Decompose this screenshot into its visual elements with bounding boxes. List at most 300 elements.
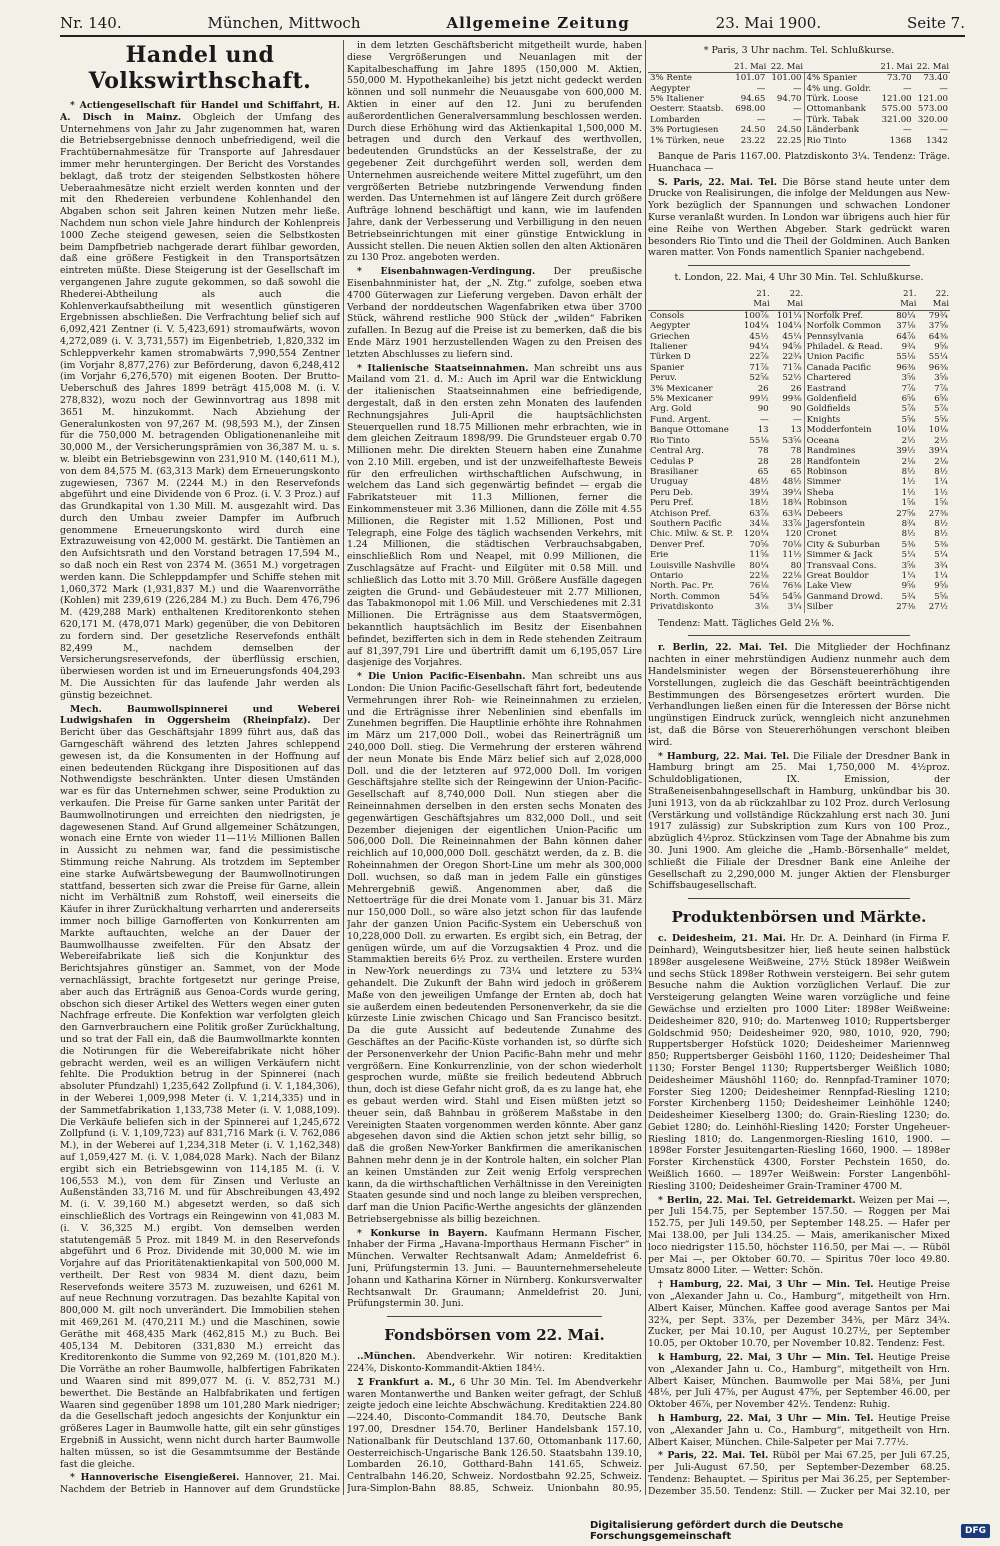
table-cell: 94¼ xyxy=(749,342,769,353)
article-text: Heutige Preise von „Alexander Jahn u. Co., Hamburg“, mitgetheilt von Hrn. Albert Kaiser, München. Chile-Salpeter per Mai 7.77½. xyxy=(648,1413,950,1448)
table-cell: 1½ xyxy=(934,487,948,498)
table-cell: Oceana xyxy=(804,436,885,446)
table-cell: 3⅛ xyxy=(754,602,769,613)
table-cell: 2½ xyxy=(901,435,916,446)
paris-report xyxy=(648,177,950,260)
table-row xyxy=(648,561,950,571)
footer-text: Digitalisierung gefördert durch die Deutsche Forschungsgemeinschaft xyxy=(590,1520,844,1542)
table-cell: 63¾ xyxy=(782,508,802,519)
table-cell: 37⅛ xyxy=(896,321,916,332)
table-cell: 78 xyxy=(757,446,769,457)
table-cell: 2⅛ xyxy=(901,456,916,467)
table-cell: 18¾ xyxy=(782,498,802,509)
article-lead: * Paris, 22. Mai. Tel. xyxy=(658,1450,769,1462)
table-cell: 37⅝ xyxy=(928,321,948,332)
place-day: München, Mittwoch xyxy=(207,14,361,32)
table-cell: 48½ xyxy=(782,477,802,488)
table-cell: 79¾ xyxy=(928,310,948,321)
table-row xyxy=(648,467,950,477)
table-cell: Cronet xyxy=(804,529,885,539)
article-text: Kaufmann Hermann Fischer, Inhaber der Firma „Havana-Importhaus Hermann Fischer“ in München. Verwalter Rechtsanwalt Adam; Anmeldefrist 6. Juni, Prüfungstermin 13. Juni. — Bauunternehmerseheleute Johann und Katharina Körner in Nürnberg. Konkursverwalter Rechtsanwalt Dr. Graumann; Anmeldefrist 20. Juni, Prüfungstermin 30. Juni. xyxy=(347,1227,642,1310)
col2-fonds xyxy=(347,1351,642,1495)
issue-date: 23. Mai 1900. xyxy=(715,14,822,32)
table-cell: 7⅞ xyxy=(934,383,948,394)
table-cell: 1368 xyxy=(889,135,912,146)
table-cell: 22¾ xyxy=(782,352,802,363)
table-cell: 3⅝ xyxy=(901,373,916,384)
article xyxy=(347,1228,642,1311)
table-cell: 71⅞ xyxy=(749,362,769,373)
article xyxy=(648,933,950,1193)
table-cell: — xyxy=(903,83,912,94)
table-cell: Simmer & Jack xyxy=(804,550,885,560)
table-cell: Banque Ottomane xyxy=(650,425,729,436)
table-row xyxy=(648,373,950,383)
article-text: Weizen per Mai —, per Juli 154.75, per September 157.50. — Roggen per Mai 152.75, per Juli 149.50, per September 148.25. — Hafer per Mai 138.00, per Juli 134.25. — Mais, amerikanischer Mixed loco niedrigster 115.50, höchster 116.50, per Mai —. — Rüböl per Mai —, per Oktober 60.70. — Spiritus 70er loco 49.80. Umsatz 8000 Liter. — Wetter: Schön. xyxy=(648,1194,950,1277)
table-row xyxy=(648,321,950,331)
article-lead: * Die Union Pacific-Eisenbahn. xyxy=(357,671,526,683)
table-cell: — xyxy=(939,83,948,94)
table-row xyxy=(648,94,950,104)
table-row xyxy=(648,332,950,342)
article xyxy=(347,1351,642,1375)
table-cell: Goldenfield xyxy=(804,394,885,404)
table-header-cell xyxy=(804,60,877,73)
table-cell: 13 xyxy=(790,425,802,436)
table-cell: Fund. Argent. xyxy=(650,414,711,425)
table-cell: 7⅞ xyxy=(901,383,916,394)
table-cell: Oesterr. Staatsb. xyxy=(650,104,724,115)
table-cell: 90 xyxy=(790,404,802,415)
table-cell: 13 xyxy=(757,425,769,436)
table-cell: 1¼ xyxy=(934,570,948,581)
article-lead: * Actiengesellschaft für Handel und Schiffahrt, H. A. Disch in Mainz. xyxy=(60,100,340,123)
table-cell: — xyxy=(756,114,766,125)
table-cell: 121.00 xyxy=(881,94,912,105)
table-header-cell: 21. Mai xyxy=(731,60,767,73)
table-cell: 3% Rente xyxy=(650,73,692,84)
berlin-report xyxy=(648,642,950,748)
divider xyxy=(688,898,910,899)
table-cell: 3¾ xyxy=(934,560,948,571)
table-cell: 5⅜ xyxy=(934,539,948,550)
article xyxy=(648,1279,950,1350)
table-cell: 26 xyxy=(790,383,802,394)
article-text: Abendverkehr. Wir notiren: Kreditaktien 224⅞, Diskonto-Kommandit-Aktien 184½. xyxy=(347,1351,642,1375)
article xyxy=(60,704,340,1471)
table-cell: 78 xyxy=(790,446,802,457)
table-cell: 1⅝ xyxy=(901,498,916,509)
table-cell: Sheba xyxy=(804,488,885,498)
table-cell: Denver Pref. xyxy=(650,539,705,550)
table-cell: Rio Tinto xyxy=(804,136,877,146)
table-cell: 11⅝ xyxy=(749,550,769,561)
article xyxy=(648,1450,950,1495)
table-row xyxy=(648,509,950,519)
table-row xyxy=(648,310,950,321)
table-cell: 80¼ xyxy=(896,310,916,321)
table-cell: 64⅞ xyxy=(896,331,916,342)
table-cell: 3⅝ xyxy=(901,560,916,571)
table-cell: Knights xyxy=(804,415,885,425)
article-text: Die Filiale der Dresdner Bank in Hamburg bringt am 25. Mai 1,750,000 M. 4½proz. Schuldobligationen, IX. Emission, der Straßeneisenbahngesellschaft in Hamburg, unkündbar bis 30. Juni 1913, von da ab rückzahlbar zu 102 Proz. durch Verlosung (Verstärkung und vollständige Rückzahlung erst nach 30. Juni 1917 zulässig) zur Subskription zum Kurs von 100 Proz., abzüglich 4½proz. Stückzinsen vom Tage der Abnahme bis zum 30. Juni 1900. Am gleiche die „Hamb.-Börsenhalle“ meldet, schließt die Filiale der Dresdner Bank eine Anleihe der Gesellschaft zu 2,290,000 M. junger Aktien der Flensburger Schiffsbaugesellschaft. xyxy=(648,750,950,892)
table-cell: Union Pacific xyxy=(804,352,885,362)
table-cell: North. Pac. Pr. xyxy=(650,581,714,592)
table-cell: Peru Deb. xyxy=(650,487,694,498)
table-cell: 101¼ xyxy=(776,310,802,321)
column-rule xyxy=(645,40,646,1495)
table-cell: 54⅝ xyxy=(749,591,769,602)
table-cell: 39¼ xyxy=(782,487,802,498)
table-cell: 52⅝ xyxy=(749,373,769,384)
article-lead: r. Berlin, 22. Mai. Tel. xyxy=(658,642,788,654)
table-cell: Länderbank xyxy=(804,125,877,135)
article-lead: h Hamburg, 22. Mai, 3 Uhr — Min. Tel. xyxy=(658,1413,874,1425)
table-cell: Atchison Pref. xyxy=(650,508,712,519)
table-cell: North. Common xyxy=(650,591,721,602)
table-cell: 573.00 xyxy=(917,104,948,115)
article-lead: * Hannoverische Eisengießerei. xyxy=(70,1472,240,1484)
table-row xyxy=(648,73,950,84)
table-cell: Randfontein xyxy=(804,457,885,467)
table-row xyxy=(648,104,950,114)
table-row xyxy=(648,592,950,602)
table-row xyxy=(648,519,950,529)
table-cell: Rio Tinto xyxy=(650,435,690,446)
table-cell: 3% Portugiesen xyxy=(650,125,719,136)
table-cell: — xyxy=(792,104,802,115)
article xyxy=(648,1352,950,1411)
article-text: Hr. Dr. A. Deinhard (in Firma F. Deinhard), Weingutsbesitzer hier, ließ heute seinen halbstück 1898er ausgelesene Weißweine, 27½ Stück 1898er Weißwein und sechs Stück 1898er Rothwein versteigern. Bei sehr gutem Besuche nahm die Auktion vorzüglichen Verlauf. Die zur Versteigerung gelangten Weine waren vorzügliche und feine Gewächse und erzielten pro 1000 Liter: 1898er Weißweine: Deidesheimer 820, 910; do. Martenweg 1010; Ruppertsberger Goldschmid 950; Deidesheimer 920, 980, 1010, 920, 790; Ruppertsberger Hofstück 1020; Deidesheimer Mariennweg 850; Ruppertsberger Geisböhl 1160, 1120; Deidesheimer Thal 1130; Forster Bengel 1130; Ruppertsberger Weißlich 1080; Deidesheimer Mäushöhl 1160; do. Rennpfad-Traminer 1070; Forster Sieg 1200; Deidesheimer Rennpfad-Riesling 1210; Forster Kirchenberg 1150; Deidesheimer Leinhöhle 1240; Deidesheimer Kieselberg 1300; do. Grain-Riesling 1230; do. Gebiet 1280; do. Leinhöhl-Riesling 1420; Forster Ungeheuer-Riesling 1810; do. Langenmorgen-Riesling 1610, 1900. — 1898er Forster Jesuitengarten-Riesling 1660, 1900. — 1898er Forster Kirchenstück 4300, Forster Pechstein 1650, do. Weißlich 1660. — 1897er Weißwein: Forster Langenböhl-Riesling 3100; Deidesheimer Grain-Traminer 4700 M. xyxy=(648,933,950,1192)
table-cell: 63⅞ xyxy=(749,508,769,519)
table-cell: 28 xyxy=(790,456,802,467)
table-cell: 39¼ xyxy=(928,446,948,457)
table-cell: 5⅜ xyxy=(901,539,916,550)
table-row xyxy=(648,436,950,446)
table-cell: Philadel. & Read. xyxy=(804,342,885,352)
table-cell: 23.22 xyxy=(740,135,766,146)
section-title-produkten: Produktenbörsen und Märkte. xyxy=(671,908,927,927)
column-3 xyxy=(648,40,950,1495)
paris-kurse-title: * Paris, 3 Uhr nachm. Tel. Schlußkurse. xyxy=(703,45,895,56)
article-lead: c. Deidesheim, 21. Mai. xyxy=(658,933,786,945)
table-cell: Aegypter xyxy=(650,83,690,94)
col1-articles xyxy=(60,100,340,1495)
table-row xyxy=(648,477,950,487)
table-row xyxy=(648,498,950,508)
table-cell: Türk. Tabak xyxy=(804,115,877,125)
article-lead: k Hamburg, 22. Mai, 3 Uhr — Min. Tel. xyxy=(658,1352,874,1364)
table-cell: 80 xyxy=(790,560,802,571)
table-row xyxy=(648,415,950,425)
table-cell: 101.00 xyxy=(771,73,802,84)
table-cell: 73.70 xyxy=(887,73,912,84)
table-cell: 8½ xyxy=(934,518,948,529)
table-row xyxy=(648,540,950,550)
table-cell: Louisville Nashville xyxy=(650,560,736,571)
table-cell: Robinson xyxy=(804,467,885,477)
table-cell: 90 xyxy=(757,404,769,415)
paper-title: Allgemeine Zeitung xyxy=(446,14,630,32)
table-cell: 22.25 xyxy=(776,135,802,146)
table-row xyxy=(648,394,950,404)
table-cell: 55¼ xyxy=(928,352,948,363)
table-cell: Silber xyxy=(804,602,885,612)
table-cell: 8½ xyxy=(901,529,916,540)
table-header-cell: 21. Mai xyxy=(877,60,913,73)
table-cell: Lombarden xyxy=(650,114,700,125)
table-cell: 34⅛ xyxy=(749,518,769,529)
table-cell: Cedulas P xyxy=(650,456,694,467)
table-cell: 52½ xyxy=(782,373,802,384)
table-cell: 64⅜ xyxy=(928,331,948,342)
article-text: Die Mitglieder der Hochfinanz nachten in einer mehrstündigen Audienz nunmehr auch dem Handelsminister wegen der Börsensteuererhöhung ihre Vorstellungen, zugleich die das Geschäft beeinträchtigenden Bestimmungen des Börsengesetzes erörtert wurden. Die Verhandlungen ließen einen für die Interessen der Börse nicht ungünstigen Eindruck zurück, wenngleich nicht anzunehmen ist, daß die Börse von Steuererhöhungen verschont bleiben wird. xyxy=(648,642,950,748)
table-cell: 70⅝ xyxy=(749,539,769,550)
table-header xyxy=(648,287,950,310)
table-row xyxy=(648,571,950,581)
table-cell: 26 xyxy=(757,383,769,394)
divider xyxy=(387,1316,602,1317)
table-cell: Aegypter xyxy=(650,321,690,332)
dfg-logo: DFG xyxy=(961,1524,990,1538)
table-cell: 4% Spanier xyxy=(804,73,877,84)
table-cell: Southern Pacific xyxy=(650,518,722,529)
table-cell: 33⅞ xyxy=(782,518,802,529)
article xyxy=(60,1472,340,1495)
table-header-cell xyxy=(648,287,737,310)
table-cell: 28 xyxy=(757,456,769,467)
article-continuation: in dem letzten Geschäftsbericht mitgetheilt wurde, haben diese Vergrößerungen und Neuanlagen mit der Kapitalbeschaffung im Jahre 1895 (150,000 M. Aktien, 550,000 M. Hypothekanleihe) bis jetzt nicht gedeckt werden können und soll nunmehr die Neuausgabe von 600,000 M. Aktien in einer auf den 12. Juni zu berufenden außerordentlichen Generalversammlung beschlossen werden. Durch diese Erhöhung wird das Aktienkapital 1,500,000 M. betragen und durch den Verkauf des werthvollen, bedeutenden Grundstücks an der Kesselstraße, der zu gegebener Zeit durchgeführt werden soll, werden dem Unternehmen ausreichende weitere Mittel zugeführt, um den vergrößerten Betriebe nutzbringende Verwendung finden werden. Das Unternehmen ist auf längere Zeit durch größere Aufträge lohnend beschäftigt und kann, wie im laufenden Jahre, dank der Verbesserung und Verbilligung in den neuen Betriebseinrichtungen mit einer günstige Entwicklung in Aussicht stellen. Die neuen Aktien sollen den alten Aktionären zu 130 Proz. angeboten werden. xyxy=(347,40,642,264)
table-cell: — xyxy=(792,114,802,125)
table-cell: 8½ xyxy=(901,466,916,477)
table-cell: 5% Mexicaner xyxy=(650,394,713,405)
table-cell: 121.00 xyxy=(917,94,948,105)
table-cell: — xyxy=(939,125,948,136)
table-cell: 9⅝ xyxy=(934,581,948,592)
table-row xyxy=(648,384,950,394)
table-cell: 80¼ xyxy=(749,560,769,571)
table-cell: 2½ xyxy=(934,435,948,446)
table-cell: 10⅛ xyxy=(896,425,916,436)
table-cell: Türken D xyxy=(650,352,691,363)
table-cell: 73.40 xyxy=(923,73,948,84)
table-cell: 1¼ xyxy=(901,570,916,581)
article xyxy=(648,1413,950,1448)
article-lead: Σ Frankfurt a. M., xyxy=(357,1376,456,1388)
table-cell: — xyxy=(760,414,769,425)
london-note: Tendenz: Matt. Tägliches Geld 2⅛ %. xyxy=(658,617,835,629)
article xyxy=(347,363,642,670)
column-rule xyxy=(343,40,344,1495)
table-cell: 18½ xyxy=(749,498,769,509)
table-cell: 5⅞ xyxy=(934,404,948,415)
table-header-cell: 22. Mai xyxy=(767,60,804,73)
table-cell: Eastrand xyxy=(804,384,885,394)
table-cell: — xyxy=(793,414,802,425)
table-cell: 104¼ xyxy=(743,321,769,332)
table-cell: Norfolk Pref. xyxy=(804,310,885,321)
table-cell: Jagersfontein xyxy=(804,519,885,529)
table-cell: 65 xyxy=(757,466,769,477)
table-cell: 3⅝ xyxy=(934,373,948,384)
table-cell: 6⅝ xyxy=(934,394,948,405)
table-cell: 8¾ xyxy=(901,518,916,529)
table-row xyxy=(648,352,950,362)
table-cell: 6⅝ xyxy=(901,394,916,405)
column-2 xyxy=(347,40,642,1495)
table-cell: Transvaal Cons. xyxy=(804,561,885,571)
table-cell: 5% Italiener xyxy=(650,94,704,105)
table-cell: 5⅝ xyxy=(934,414,948,425)
table-cell: 96⅜ xyxy=(896,362,916,373)
table-cell: Lake View xyxy=(804,581,885,591)
table-row xyxy=(648,457,950,467)
table-cell: 2⅛ xyxy=(934,456,948,467)
table-cell: Ontario xyxy=(650,570,684,581)
table-cell: 5¼ xyxy=(901,550,916,561)
page-header xyxy=(60,10,965,37)
table-cell: Simmer xyxy=(804,477,885,487)
table-header-cell: 21. Mai xyxy=(737,287,770,310)
table-cell: Consols xyxy=(650,310,685,321)
table-cell: Arg. Gold xyxy=(650,404,692,415)
table-cell: 320.00 xyxy=(917,114,948,125)
table-cell: City & Suburban xyxy=(804,540,885,550)
table-header-cell: 22. Mai xyxy=(771,287,804,310)
table-cell: 1½ xyxy=(901,477,916,488)
table-cell: 76⅜ xyxy=(782,581,802,592)
table-cell: 5¼ xyxy=(934,550,948,561)
table-cell: 11½ xyxy=(782,550,802,561)
table-cell: 5⅞ xyxy=(901,404,916,415)
table-cell: Privatdiskonto xyxy=(650,602,714,613)
table-cell: Ganmand Drowd. xyxy=(804,592,885,602)
article-text: Die Börse stand heute unter dem Drucke von Realisirungen, die infolge der Meldungen aus New-York bezüglich der Spannungen und schwachen Londoner Kurse veranlaßt wurden. In London war übrigens auch hier für eine Reihe von Werthen Abgeber. Stark gedrückt waren besonders Rio Tinto und die Theil der Goldminen. Auch Banken waren matter. Von Fonds namentlich Spanier nachgebend. xyxy=(648,176,950,259)
table-cell: 321.00 xyxy=(881,114,912,125)
table-cell: 54⅝ xyxy=(782,591,802,602)
table-cell: 101.07 xyxy=(735,73,766,84)
table-cell: Goldfields xyxy=(804,404,885,414)
paris-kurse-table xyxy=(648,60,950,146)
table-row xyxy=(648,342,950,352)
table-cell: 9¾ xyxy=(901,342,916,353)
article xyxy=(347,266,642,360)
table-cell: 55⅛ xyxy=(896,352,916,363)
article-text: Heutige Preise von „Alexander Jahn u. Co., Hamburg“, mitgetheilt von Hrn. Albert Kaiser, München. Baumwolle per Mai 58⅛, per Juni 48⅛, per Juli 47⅝, per August 47⅝, per September 46.00, per Oktober 46⅞, per November 42½. Tendenz: Ruhig. xyxy=(648,1352,950,1411)
article-text: Hannover, 21. Mai. Nachdem der Betrieb in Hannover auf dem Grundstücke xyxy=(60,1472,340,1495)
table-cell: Türk. Loose xyxy=(804,94,877,104)
table-row xyxy=(648,125,950,135)
table-cell: 55⅛ xyxy=(749,435,769,446)
table-cell: 24.50 xyxy=(776,125,802,136)
table-row xyxy=(648,529,950,539)
page-footer xyxy=(590,1520,990,1542)
article-text: 6 Uhr 30 Min. Tel. Im Abendverkehr waren Montanwerthe und Banken weiter gefragt, der Schluß zeigte jedoch eine leichte Abschwächung. Kreditaktien 224.80—224.40, Disconto-Commandit 184.70, Deutsche Bank 197.00, Dresdner 154.70, Berliner Handelsbank 157.10, Nationalbank für Deutschland 137.60, Ottomanbank 117.60, Oesterreichisch-Ungarische Bank 126.50. Staatsbahn 139.10, Lombarden 26.10, Gotthard-Bahn 141.65, Schweiz. Centralbahn 146.20, Schweiz. Nordostbahn 92.25, Schweiz. Jura-Simplon-Bahn 88.85, Schweiz. Unionbahn 80.95, xyxy=(347,1376,642,1495)
table-cell: 27⅜ xyxy=(896,602,916,613)
table-header-cell: 22. Mai xyxy=(917,287,950,310)
table-header-cell: 22. Mai xyxy=(914,60,950,73)
paris-note: Banque de Paris 1167.00. Platzdiskonto 3¼. Tendenz: Träge. Huanchaca — xyxy=(648,151,950,174)
table-cell: 5⅝ xyxy=(934,591,948,602)
table-cell: Erie xyxy=(650,550,669,561)
article-text: Man schreibt uns aus London: Die Union Pacific-Gesellschaft fährt fort, bedeutende Vermehrungen ihrer Roh- wie Reineinnahmen zu erzielen, und die Erträgnisse ihrer Nebenlinien sind ebenfalls im Zunehmen begriffen. Die Hauptlinie erhöhte ihre Rohnahmen im März um 217,000 Doll., wobei das Reinerträgniß um 240,000 Doll. stieg. Die Vermehrung der ersteren während der neun Monate bis Ende März belief sich auf 2,028,000 Doll. und die der letzteren auf 972,000 Doll. Im vorigen Geschäftsjahre stellte sich der Reingewinn der Union-Pacific-Gesellschaft auf 8,740,000 Doll. Nun stiegen aber die Reineinnahmen derselben in den ersten sechs Monaten des gegenwärtigen Geschäftsjahres um 832,000 Doll., und seit Dezember diejenigen der eigentlichen Union-Pacific um 506,000 Doll. Die Reineinnahmen der Bahn können daher reichlich auf 10,000,000 Doll. geschätzt werden, da z. B. die Roheinnahmen der Oregon Short-Line um mehr als 300,000 Doll. wuchsen, so daß man in jedem Falle ein günstiges Mehrergebniß gewiß. Angenommen aber, daß die Nettoerträge für die drei Monate vom 1. Januar bis 31. März nur 150,000 Doll., so wäre also jetzt schon für das laufende Jahr der ganzen Union Pacific-System ein Ueberschuß von 10,228,000 Doll. zu erwarten. Es ergibt sich, ein Betrag, der genügen würde, um auf die Vorzugsaktien 4 Proz. und die Stammaktien bereits 6½ Proz. zu vertheilen. Erstere wurden in New-York neuerdings zu 73¼ und letztere zu 53¾ gehandelt. Die Zukunft der Bahn wird jedoch in größerem Maße von den jeweiligen Umfange der Ernten ab, doch hat sie außerdem einen bedeutenden Personenverkehr, da sie die kürzeste Linie zwischen Chicago und San Francisco besitzt. Da die gute Aussicht auf bedeutende Zunahme des Geschäftes an der Pacific-Küste vorhanden ist, so dürfte sich der Personenverkehr der Union Pacific-Bahn mehr und mehr vergrößern. Eine Konkurrenzlinie, von der schon wiederholt gesprochen wurde, müßte sie freilich bedeutend Abbruch thun, doch ist diese Gefahr nicht groß, da es zu lange hat, ehe es gebaut werden wird. Stahl und Eisen müßten jetzt so theuer sein, daß Bahnbau in größerem Maßstabe in den Vereinigten Staaten vorgenommen werden könnte. Aber ganz abgesehen davon sind die Aktien schon jetzt sehr billig, so daß die großen New-Yorker Bankfirmen die amerikanischen Bahnen mehr denn je in der Kontrole halten, ein solcher Plan an keinen Umständen zur Zeit wenig Erfolg versprechen kann, da die wirthschaftlichen Verhältnisse in den Vereinigten Staaten gesunde sind und noch lange zu bleiben versprechen, darf man die Union Pacific-Werthe angesichts der glänzenden Betriebsergebnisse als billig bezeichnen. xyxy=(347,671,642,1225)
col2-articles xyxy=(347,266,642,1310)
table-cell: 96⅜ xyxy=(928,362,948,373)
table-cell: 53⅝ xyxy=(782,435,802,446)
london-kurse-title: t. London, 22. Mai, 4 Uhr 30 Min. Tel. Schlußkurse. xyxy=(674,272,924,284)
table-cell: Great Bouldor xyxy=(804,571,885,581)
article xyxy=(648,1195,950,1278)
london-kurse-table xyxy=(648,287,950,613)
article-text: Heutige Preise von „Alexander Jahn u. Co., Hamburg“, mitgetheilt von Hrn. Albert Kaiser, München. Kaffee good average Santos per Mai 32¾, per Sept. 33⅞, per Dezember 34⅜, per März 34¾. Zucker, per Mai 10.10, per August 10.27½, per September 10.05, per Oktober 10.70, per November 10.82. Tendenz: Fest. xyxy=(648,1279,950,1350)
table-cell: Canada Pacific xyxy=(804,363,885,373)
article-text: Rüböl per Mai 67.25, per Juli 67.25, per Juli-August 67.50, per September-Dezember 68.25. Tendenz: Behauptet. — Spiritus per Mai 36.25, per September-Dezember 35.50. Tendenz: Still. — Zucker per Mai 32.10, per xyxy=(648,1450,950,1495)
table-cell: Chic. Milw. & St. P. xyxy=(650,529,734,540)
table-cell: 22⅞ xyxy=(749,352,769,363)
table-header-cell xyxy=(648,60,731,73)
table-cell: 65 xyxy=(790,466,802,477)
table-row xyxy=(648,404,950,414)
table-row xyxy=(648,363,950,373)
table-cell: 4% ung. Goldr. xyxy=(804,84,877,94)
hamburg-report xyxy=(648,751,950,893)
table-cell: 99⅜ xyxy=(782,394,802,405)
table-cell: Central Arg. xyxy=(650,446,704,457)
col3-produkten xyxy=(648,933,950,1495)
table-cell: 1½ xyxy=(901,487,916,498)
table-cell: Robinson xyxy=(804,498,885,508)
table-cell: Randmines xyxy=(804,446,885,456)
article-lead: * Eisenbahnwagen-Verdingung. xyxy=(357,266,536,278)
table-cell: 3% Mexicaner xyxy=(650,383,713,394)
article-lead: † Hamburg, 22. Mai, 3 Uhr — Min. Tel. xyxy=(658,1279,874,1291)
table-cell: 3¼ xyxy=(787,602,802,613)
table-row xyxy=(648,84,950,94)
divider xyxy=(688,635,910,636)
table-cell: 76⅛ xyxy=(749,581,769,592)
table-cell: 10⅛ xyxy=(928,425,948,436)
table-cell: 39½ xyxy=(896,446,916,457)
table-cell: 575.00 xyxy=(881,104,912,115)
table-cell: Ottomanbank xyxy=(804,104,877,114)
table-cell: Modderfontein xyxy=(804,425,885,435)
table-cell: Brasilianer xyxy=(650,466,699,477)
table-cell: Griechen xyxy=(650,331,690,342)
table-cell: 24.50 xyxy=(740,125,766,136)
table-cell: 27½ xyxy=(928,602,948,613)
table-cell: 104¼ xyxy=(776,321,802,332)
issue-number: Nr. 140. xyxy=(60,14,122,32)
article-lead: ..München. xyxy=(357,1351,416,1363)
article-lead: * Hamburg, 22. Mai. Tel. xyxy=(658,750,790,762)
section-title-handel: Handel und Volkswirthschaft. xyxy=(88,42,312,94)
table-cell: 1342 xyxy=(926,135,948,146)
table-cell: 94.65 xyxy=(740,94,766,105)
article-lead: * Konkurse in Bayern. xyxy=(357,1227,488,1239)
table-row xyxy=(648,602,950,612)
table-row xyxy=(648,425,950,435)
table-cell: 27⅜ xyxy=(928,508,948,519)
table-cell: 9⅝ xyxy=(934,342,948,353)
table-cell: 99½ xyxy=(749,394,769,405)
article-text: Man schreibt uns aus Mailand vom 21. d. M.: Auch im April war die Entwicklung der italienischen Staatseinnahmen eine befriedigende, dergestalt, daß in den ersten zehn Monaten des laufenden Rechnungsjahres Juli-April die hauptsächlichsten Steuerquellen rund 18.75 Millionen mehr erbrachten, wie in dem gleichen Zeitraum 1898/99. Die Grundsteuer ergab 0.70 Millionen mehr. Die direkten Steuern haben eine Zunahme von 2.10 Mill. ergeben, und ist der unzweifelhafteste Beweis für den erfreulichen wirthschaftlichen Aufschwung, in welchem das Land sich gegenwärtig befindet — ergab die Fabrikatsteuer mit 11.3 Millionen, ferner die Einkommensteuer mit 3.36 Millionen, dann die Zölle mit 4.55 Millionen, die Register mit 1.52 Millionen, Post und Telegraph, eine Folge des täglich wachsenden Verkehrs, mit 1.24 Millionen, die städtischen Verbrauchsabgaben, einschließlich Rom und Neapel, mit 0.99 Millionen, die Zuschlagsätze auf Fracht- und Eilgüter mit 0.58 Mill. und schließlich das Lotto mit 3.70 Mill. Größere Ausfälle dagegen zeigten die Grund- und Gebäudesteuer mit 2.77 Millionen, das Tabakmonopol mit 1.06 Mill. und Verschiedenes mit 2.31 Millionen. Die Erträgnisse aus dem Staatsvermögen, bekanntlich hauptsächlich im Besitz der Eisenbahnen befindet, bezifferten sich in dem in Rede stehenden Zeitraum auf 81,397,791 Lire und übertrifft damit um 6,195,057 Lire dasjenige des Vorjahres. xyxy=(347,362,642,669)
table-cell: 698.00 xyxy=(735,104,766,115)
table-cell: — xyxy=(903,125,912,136)
table-cell: 45¼ xyxy=(782,331,802,342)
article-text: Der Bericht über das Geschäftsjahr 1899 führt aus, daß das Garngeschäft während des letzten Jahres schleppend gewesen ist, da die Konsumenten in der Hoffnung auf einen bedeutenden Rückgang ihre Dispositionen auf das Nothwendigste beschränkten. Unter diesen Umständen war es für das Unternehmen schwer, seine Produktion zu verkaufen. Die Preise für Garne sanken unter Parität der Baumwollnotirungen und erreichten den niedrigsten, je dagewesenen Stand. Auf Grund allgemeiner Schätzungen, wonach eine Ernte von wieder 11—11½ Millionen Ballen in Aussicht zu nehmen war, fand die pessimistische Stimmung reiche Nahrung. Als trotzdem im September eine starke Aufwärtsbewegung der Baumwollnotirungen stattfand, besserten sich zwar die Preise für Garne, allein nicht im Verhältniß zum Rohstoff, weil einerseits die Käufer in ihrer Zurückhaltung verharrten und andererseits immer noch billige Garnofferten von Konkurrenten am Markte auftauchten, welche an der Dauer der Baumwollhausse zweifelten. Für den Absatz der Webereifabrikate ließ sich die Konjunktur des Berichtsjahres günstiger an. Sammet, von der Mode vernachlässigt, brachte fortgesetzt nur geringe Preise, aber auch das Erträgniß aus Genoa-Cords wurde gering, obschon sich dieser Artikel des Wetters wegen einer guten Nachfrage erfreute. Die Konfektion war verfolgten gleich den Garnverbrauchern eine Politik großer Zurückhaltung, und so trat der Fall ein, daß die Baumwollmarkte konnten die Notirungen für die Webereifabrikate nicht höher gebracht werden, weil es an willigen Verkäufern nicht fehlte. Die Produktion betrug in der Spinnerei (nach absoluter Pfundzahl) 1,235,642 Zollpfund (i. V. 1,184,306), in der Weberei 1,009,998 Meter (i. V. 1,214,335) und in der Sammetfabrikation 1,133,738 Meter (i. V. 1,088,109). Die Verkäufe beliefen sich in der Spinnerei auf 1,245,672 Zollpfund (i. V. 1,109,723) auf 831,716 Mark (i. V. 762,086 M.), in der Weberei auf 1,234,318 Meter (i. V. 1,162,348) auf 1,059,427 M. (i. V. 1,084,028 Mark). Nach der Bilanz ergibt sich ein Betriebsgewinn von 114,185 M. (i. V. 106,553 M.), von dem für Zinsen und Verluste an Außenständen 33,716 M. und für Abschreibungen 43,492 M. (i. V. 39,160 M.) abgesetzt werden, so daß sich einschließlich des Vortrags ein Reingewinn von 41,083 M. (i. V. 36,325 M.) ergibt. Von demselben werden statutengemäß 5 Proz. mit 1849 M. in den Reservefonds abgeführt und 6 Proz. Dividende mit 30,000 M. wie im Vorjahre auf das Prioritätenaktienkapital von 500,000 M. vertheilt. Der Rest von 9834 M. dient dazu, beim Reservefonds weitere 3573 M. zuzuweisen, und 6261 M. auf neue Rechnung vorzutragen. Das bezahlte Kapital von 800,000 M. gilt noch unverändert. Die Immobilien stehen mit 469,261 M. (470,211 M.) und die Maschinen, sowie Geräthe mit 468,435 Mark (462,815 M.) zu Buch. Bei 405,134 M. Debitoren (331,830 M.) erreicht das Kreditorenkonto die Summe von 92,269 M. (101,820 M.). Die Vorräthe an roher Baumwolle, halbfertigen Fabrikaten und Waaren sind mit 899,077 M. (i. V. 852,731 M.) bewerthet. Die Bestände an Halbfabrikaten und fertigen Waaren sind gegenüber 1898 um 101,280 Mark niedriger; da die Gesellschaft jedoch angesichts der Konjunktur ein größeres Lager in Baumwolle hatte, gilt ein sehr günstiges Ergebniß in Aussicht, wenn nicht durch harter Baumwolle halten müssen, so ist die Gesammtsumme der Bestände fast die gleiche. xyxy=(60,715,340,1470)
table-cell: Norfolk Common xyxy=(804,321,885,331)
table-row xyxy=(648,136,950,146)
